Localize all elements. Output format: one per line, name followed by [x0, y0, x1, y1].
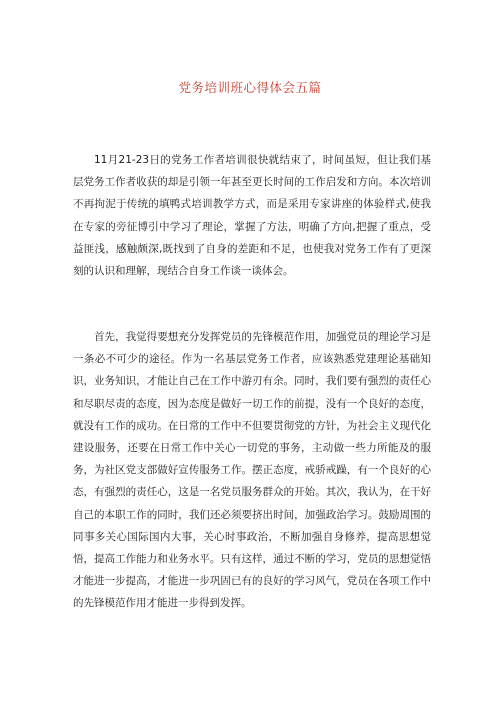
- paragraph-2: 首先，我觉得要想充分发挥党员的先锋模范作用，加强党员的理论学习是一条必不可少的途径。作为一名基层党务工作者，应该熟悉党建理论基础知识，业务知识，才能让自己在工作中游刃有余。同时，我们要有强烈的责任心和尽职尽责的态度，因为态度是做好一切工作的前提，没有一个良好的态度，就没有工作的成功。在日常的工作中不但要贯彻党的方针，为社会主义现代化建设服务，还要在日常工作中关心一切党的事务，主动做一些力所能及的服务，为社区党支部做好宣传服务工作。摆正态度，戒骄戒躁，有一个良好的心态，有强烈的责任心，这是一名党员服务群众的开始。其次，我认为，在干好自己的本职工作的同时，我们还必须要挤出时间，加强政治学习。鼓励周围的同事多关心国际国内大事，关心时事政治，不断加强自身修养，提高思想觉悟，提高工作能力和业务水平。只有这样，通过不断的学习，党员的思想觉悟才能进一步提高，才能进一步巩固已有的良好的学习风气，党员在各项工作中的先锋模范作用才能进一步得到发挥。: [73, 331, 431, 610]
- document-title: 党务培训班心得体会五篇: [178, 80, 322, 95]
- paragraph-1: 11月21-23日的党务工作者培训很快就结束了，时间虽短，但让我们基层党务工作者收获的却是引领一年甚至更长时间的工作启发和方向。本次培训不再拘泥于传统的填鸭式培训教学方式，而是采用专家讲座的体验样式,使我在专家的旁征博引中学习了理论，掌握了方法，明确了方向,把握了重点，受益匪浅，感触颇深,既找到了自身的差距和不足，也使我对党务工作有了更深刻的认识和理解，现结合自身工作谈一谈体会。: [73, 154, 431, 278]
